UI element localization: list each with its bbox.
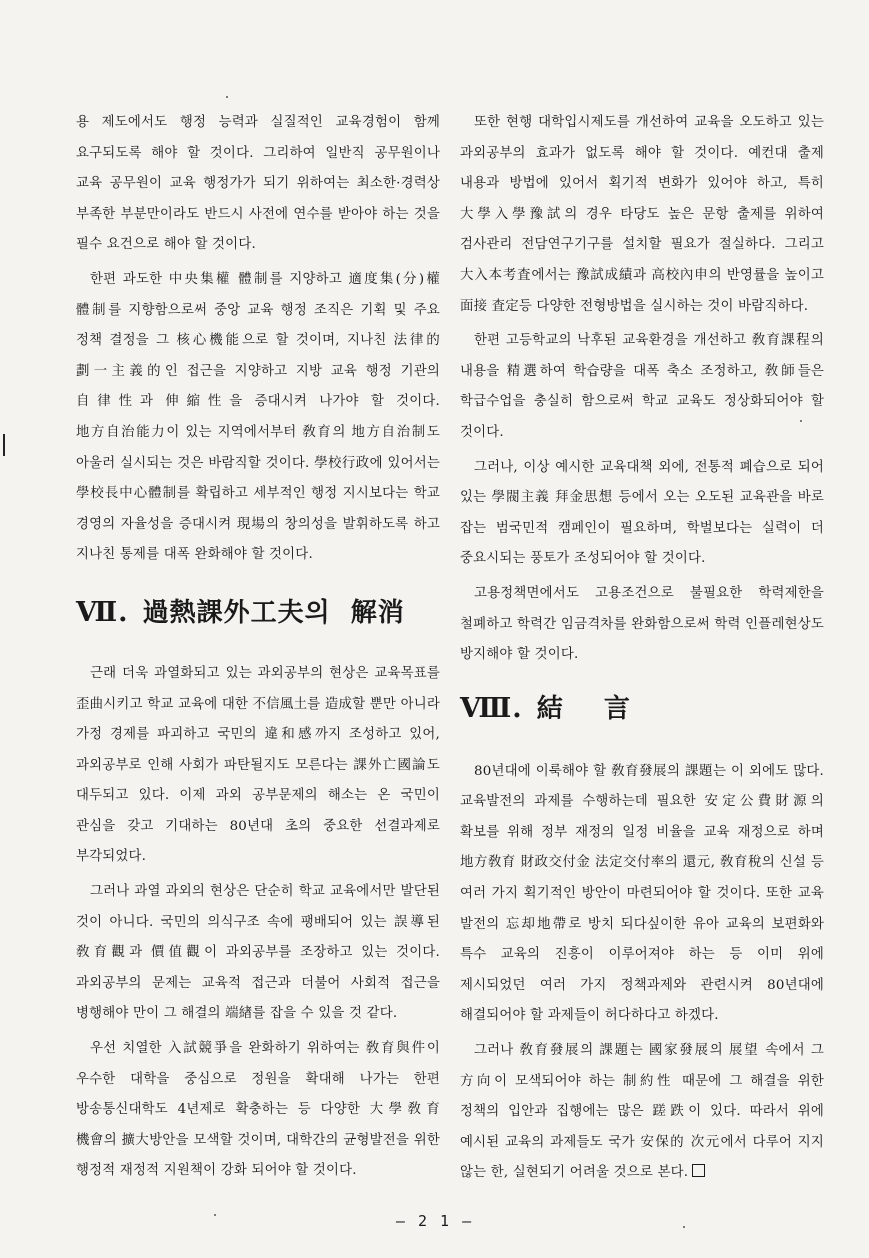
paragraph: 80년대에 이룩해야 할 敎育發展의 課題는 이 외에도 많다. 교육발전의 과제를 수행하는데 필요한 安定公費財源의 확보를 위해 정부 재정의 일정 비율을 교육 재정으로 하며 地方敎育 財政交付金 法定交付率의 還元, 敎育稅의 신설 등 여러 가지 획기적인 방안이 마련되어야 할 것이다. 또한 교육 발전의 忘却地帶로 방치 되다싶이한 유아 교육의 보편화와 특수 교육의 진흥이 이루어져야 하는 등 이미 위에 제시되었던 여러 가지 정책과제와 관련시켜 80년대에 해결되어야 할 과제들이 허다하다고 하겠다.	[460, 763, 824, 1024]
margin-mark	[3, 434, 5, 456]
paragraph: 한편 과도한 中央集權 體制를 지양하고 適度集(分)權 體制를 지향함으로써 중앙 교육 행정 조직은 기획 및 주요 정책 결정을 그 核心機能으로 할 것이며, 지나친 法律的 劃一主義的인 접근을 지양하고 지방 교육 행정 기관의 自律性과 伸縮性을 증대시켜 나가야 할 것이다. 地方自治能力이 있는 지역에서부터 敎育의 地方自治制도 아울러 실시되는 것은 바람직할 것이다. 學校行政에 있어서는 學校長中心體制를 확립하고 세부적인 행정 지시보다는 학교 경영의 자율성을 증대시켜 現場의 창의성을 발휘하도록 하고 지나친 통제를 대폭 완화해야 할 것이다.	[76, 271, 440, 563]
paragraph: 용 제도에서도 행정 능력과 실질적인 교육경험이 함께 요구되도록 해야 할 것이다. 그리하여 일반직 공무원이나 교육 공무원이 교육 행정가가 되기 위하여는 최소한·경력상 부족한 부분만이라도 반드시 사전에 연수를 받아야 하는 것을 필수 요건으로 해야 할 것이다.	[76, 115, 440, 253]
paragraph: 한편 고등학교의 낙후된 교육환경을 개선하고 敎育課程의 내용을 精選하여 학습량을 대폭 축소 조정하고, 敎師들은 학급수업을 충실히 함으로써 학교 교육도 정상화되어야 할 것이다.	[460, 333, 824, 440]
paragraph: 고용정책면에서도 고용조건으로 불필요한 학력제한을 철폐하고 학력간 임금격차를 완화함으로써 학력 인플레현상도 방지해야 할 것이다.	[460, 585, 824, 663]
paragraph: 또한 현행 대학입시제도를 개선하여 교육을 오도하고 있는 과외공부의 효과가 없도록 해야 할 것이다. 예컨대 출제 내용과 방법에 있어서 획기적 변화가 있어야 하고, 특히 大學入學豫試의 경우 타당도 높은 문항 출제를 위하여 검사관리 전담연구기구를 설치할 필요가 절실하다. 그리고 大入本考査에서는 豫試成績과 高校內申의 반영률을 높이고 面接 査定등 다양한 전형방법을 실시하는 것이 바람직하다.	[460, 115, 824, 314]
paragraph: 우선 치열한 入試競爭을 완화하기 위하여는 敎育與件이 우수한 대학을 중심으로 정원을 확대해 나가는 한편 방송통신대학도 4년제로 확충하는 등 다양한 大學敎育 機會의 擴大방안을 모색할 것이며, 대학간의 균형발전을 위한 행정적 재정적 지원책이 강화 되어야 할 것이다.	[76, 1041, 440, 1179]
left-column	[76, 108, 440, 1191]
section-number: Ⅶ.	[76, 596, 129, 628]
paragraph: 그러나, 이상 예시한 교육대책 외에, 전통적 폐습으로 되어 있는 學閥主義 拜金思想 등에서 오는 오도된 교육관을 바로 잡는 범국민적 캠페인이 필요하며, 학벌보다는 실력이 더 중요시되는 풍토가 조성되어야 할 것이다.	[460, 459, 824, 567]
end-mark-icon	[692, 1164, 705, 1177]
section-title: 結 言	[536, 693, 631, 724]
section-number: Ⅷ.	[460, 692, 523, 724]
section-title: 過熱課外工夫의 解消	[142, 597, 405, 628]
paragraph: 근래 더욱 과열화되고 있는 과외공부의 현상은 교육목표를 歪曲시키고 학교 교육에 대한 不信風土를 造成할 뿐만 아니라 가정 경제를 파괴하고 국민의 違和感까지 조성하고 있어, 과외공부로 인해 사회가 파탄될지도 모른다는 課外亡國論도 대두되고 있다. 이제 과외 공부문제의 해소는 온 국민이 관심을 갖고 기대하는 80년대 초의 중요한 선결과제로 부각되었다.	[76, 665, 440, 865]
section-heading-8	[460, 689, 824, 729]
paragraph-final	[460, 1036, 824, 1189]
paragraph-text: 그러나 敎育發展의 課題는 國家發展의 展望 속에서 그 方向이 모색되어야 하는 制約性 때문에 그 해결을 위한 정책의 입안과 집행에는 많은 蹉跌이 있다. 따라서 위에 예시된 교육의 과제들도 국가 安保的 次元에서 다루어 지지 않는 한, 실현되기 어려울 것으로 본다.	[460, 1043, 824, 1181]
page-number: — 2 1 —	[395, 1212, 474, 1230]
section-heading-7	[76, 593, 440, 633]
speck	[226, 96, 228, 98]
right-column	[460, 108, 824, 1193]
paragraph: 그러나 과열 과외의 현상은 단순히 학교 교육에서만 발단된 것이 아니다. 국민의 의식구조 속에 팽배되어 있는 誤導된 敎育觀과 價值觀이 과외공부를 조장하고 있는 것이다. 과외공부의 문제는 교육적 접근과 더불어 사회적 접근을 병행해야 만이 그 해결의 端緖를 잡을 수 있을 것 같다.	[76, 884, 440, 1022]
